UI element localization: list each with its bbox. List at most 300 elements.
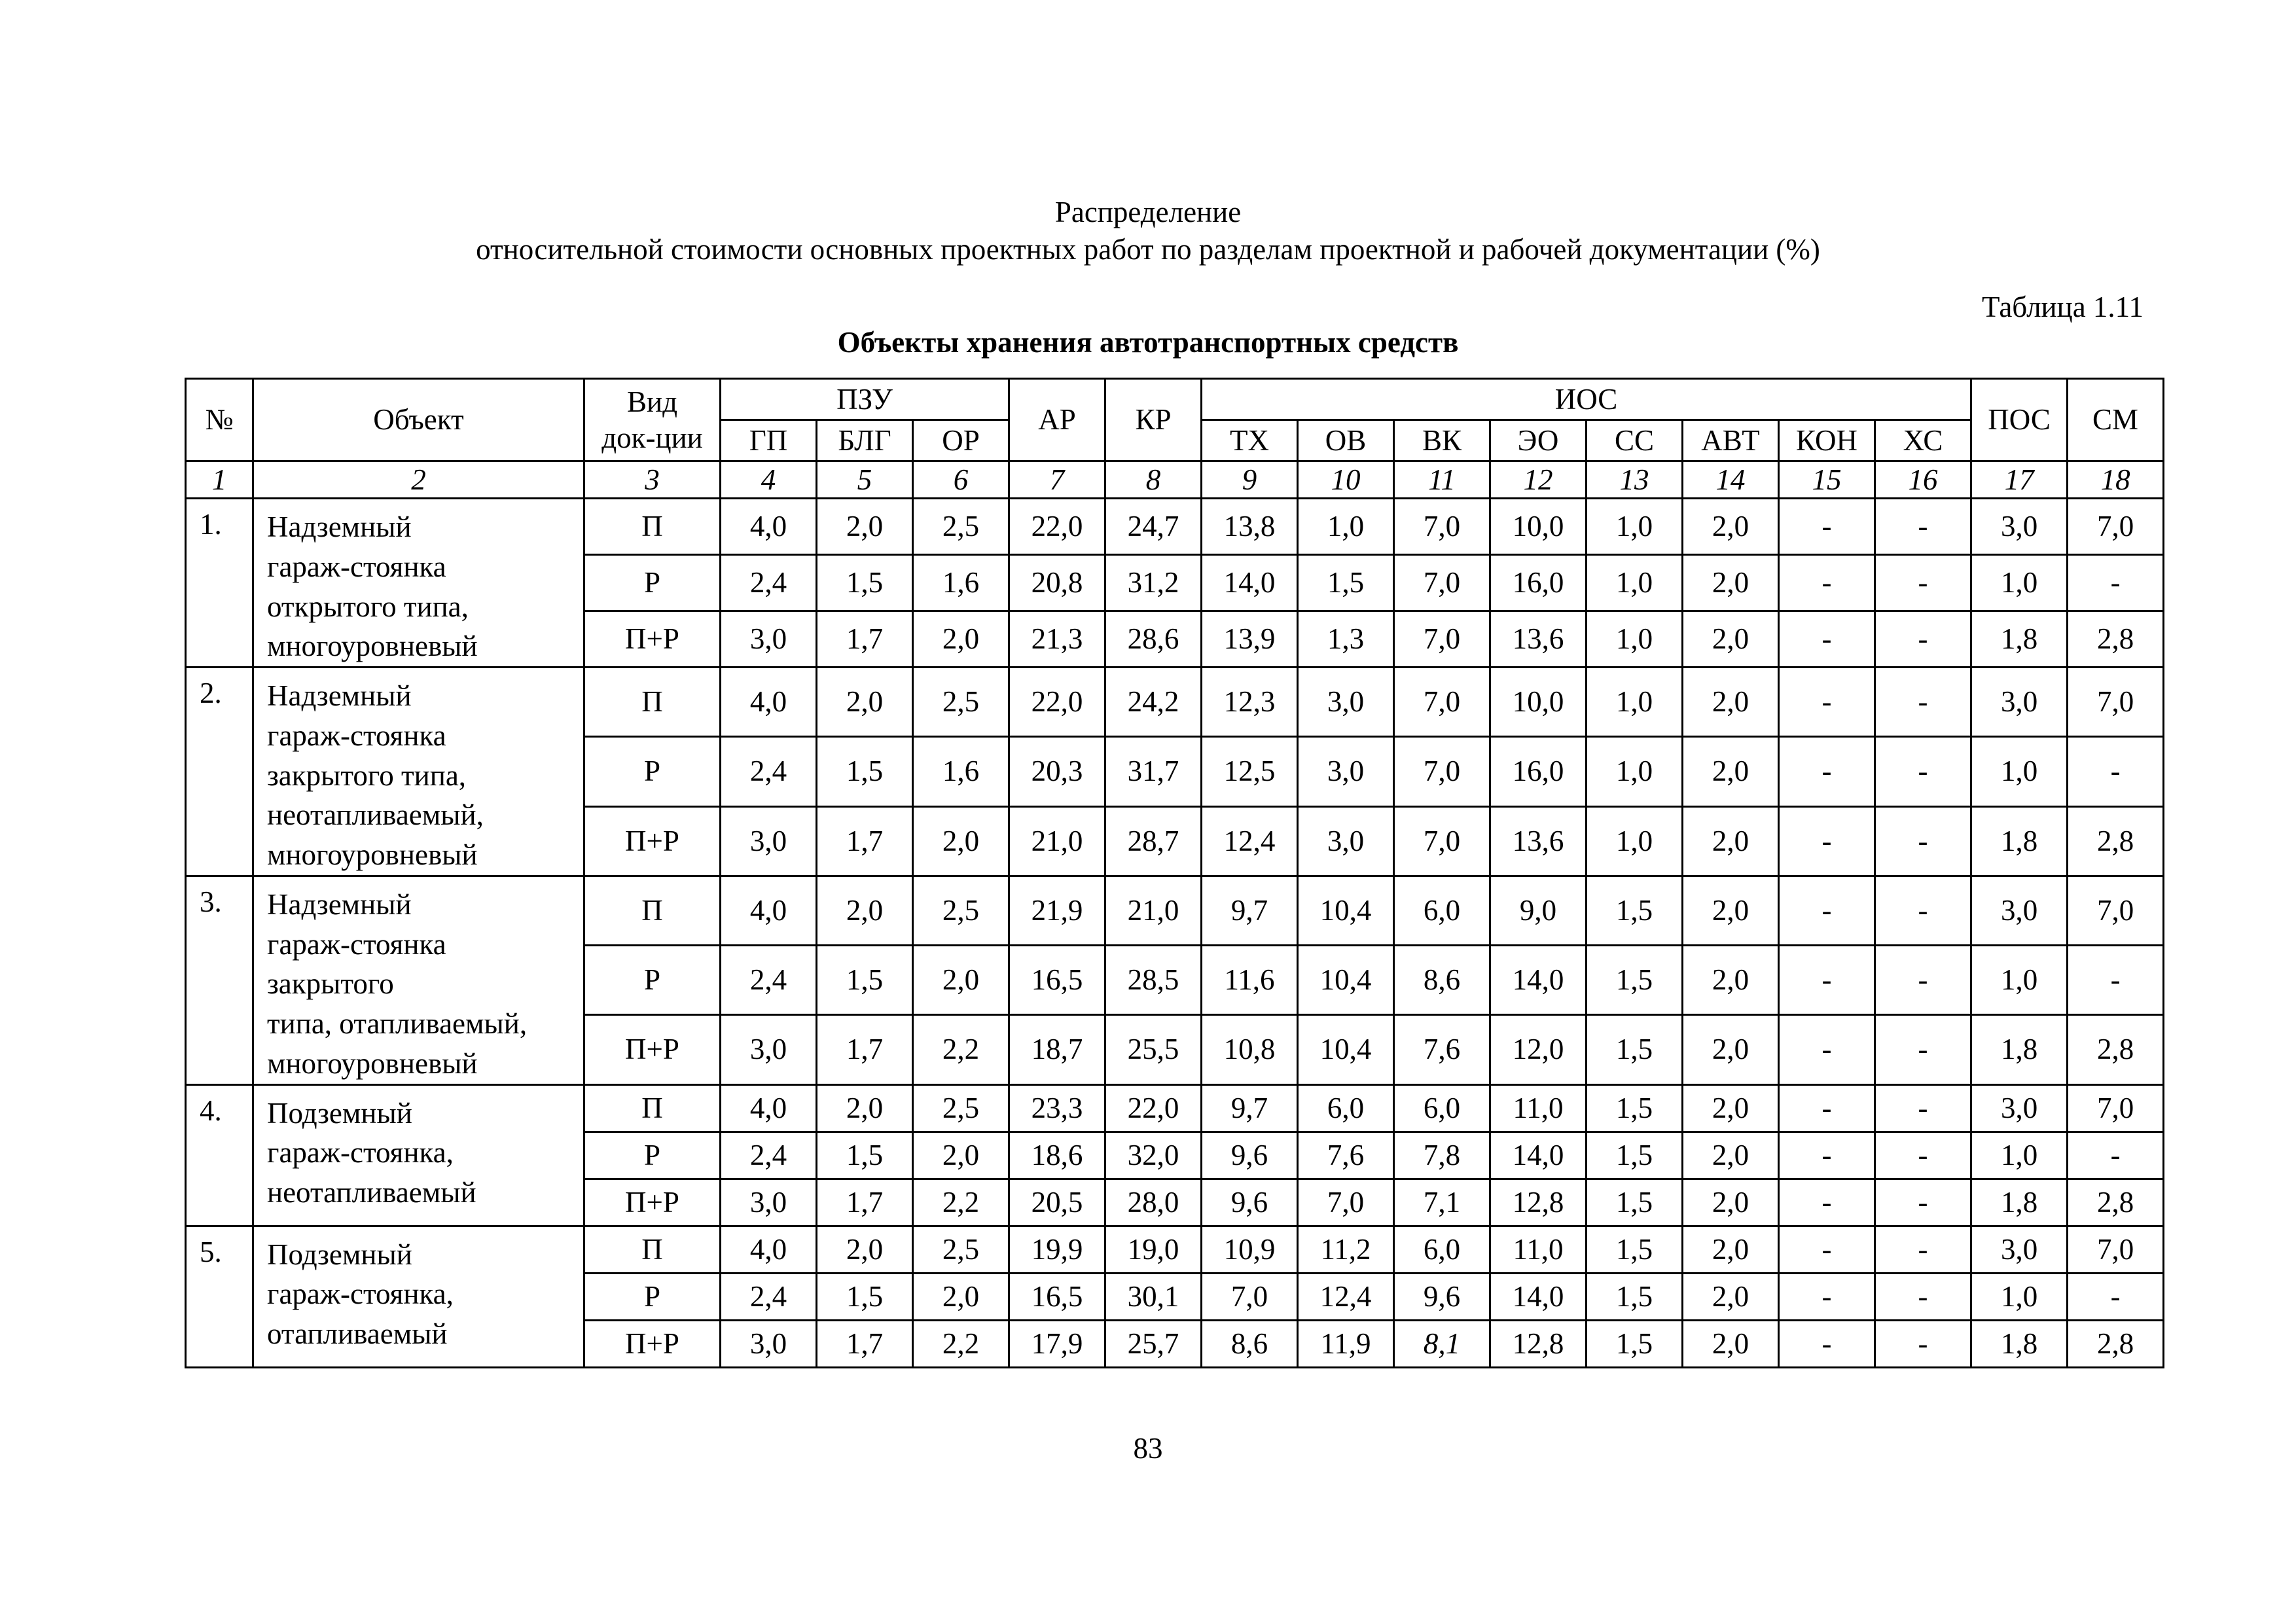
value-cell: 23,3 bbox=[1009, 1084, 1105, 1132]
value-cell: 17,9 bbox=[1009, 1320, 1105, 1367]
value-cell: 7,0 bbox=[1394, 737, 1490, 806]
value-cell: 9,6 bbox=[1202, 1179, 1298, 1226]
value-cell: - bbox=[1779, 1015, 1875, 1084]
value-cell: 3,0 bbox=[721, 1320, 817, 1367]
value-cell: 12,5 bbox=[1202, 737, 1298, 806]
value-cell: - bbox=[1875, 1015, 1971, 1084]
header-pzu-sub: БЛГ bbox=[817, 420, 913, 461]
value-cell: - bbox=[1875, 946, 1971, 1015]
value-cell: 2,5 bbox=[913, 668, 1009, 737]
value-cell: 2,0 bbox=[1683, 876, 1779, 945]
value-cell: 10,4 bbox=[1298, 946, 1394, 1015]
table-title: Объекты хранения автотранспортных средств bbox=[837, 326, 1459, 359]
value-cell: 3,0 bbox=[721, 611, 817, 668]
value-cell: 2,0 bbox=[1683, 1226, 1779, 1273]
value-cell: 2,2 bbox=[913, 1320, 1009, 1367]
value-cell: 7,1 bbox=[1394, 1179, 1490, 1226]
value-cell: 2,0 bbox=[817, 668, 913, 737]
value-cell: 14,0 bbox=[1490, 1132, 1587, 1179]
value-cell: 1,5 bbox=[1587, 1132, 1683, 1179]
value-cell: 9,6 bbox=[1202, 1132, 1298, 1179]
value-cell: - bbox=[1875, 668, 1971, 737]
value-cell: 9,0 bbox=[1490, 876, 1587, 945]
value-cell: 11,9 bbox=[1298, 1320, 1394, 1367]
value-cell: 10,0 bbox=[1490, 668, 1587, 737]
header-kr: КР bbox=[1105, 379, 1202, 461]
value-cell: 6,0 bbox=[1394, 1084, 1490, 1132]
value-cell: 3,0 bbox=[1971, 1084, 2068, 1132]
value-cell: 2,8 bbox=[2068, 1320, 2164, 1367]
value-cell: 1,5 bbox=[817, 1273, 913, 1320]
value-cell: 3,0 bbox=[721, 1179, 817, 1226]
value-cell: 31,7 bbox=[1105, 737, 1202, 806]
value-cell: - bbox=[1779, 1084, 1875, 1132]
value-cell: 7,6 bbox=[1298, 1132, 1394, 1179]
value-cell: 7,0 bbox=[2068, 876, 2164, 945]
doc-type-cell: Р bbox=[584, 946, 721, 1015]
value-cell: 7,0 bbox=[2068, 499, 2164, 555]
value-cell: 7,0 bbox=[1202, 1273, 1298, 1320]
column-number: 2 bbox=[253, 461, 584, 499]
value-cell: 2,0 bbox=[1683, 611, 1779, 668]
value-cell: 1,0 bbox=[1587, 668, 1683, 737]
value-cell: 1,7 bbox=[817, 1179, 913, 1226]
value-cell: 2,0 bbox=[1683, 806, 1779, 876]
object-name: Надземный гараж-стоянка открытого типа, многоуровневый bbox=[253, 499, 584, 668]
value-cell: 22,0 bbox=[1009, 499, 1105, 555]
header-row-1 bbox=[186, 379, 2164, 420]
value-cell: 16,5 bbox=[1009, 946, 1105, 1015]
value-cell: 1,6 bbox=[913, 737, 1009, 806]
heading-line-1: Распределение bbox=[1054, 196, 1242, 228]
doc-type-cell: П bbox=[584, 499, 721, 555]
column-number: 5 bbox=[817, 461, 913, 499]
value-cell: 7,0 bbox=[1394, 611, 1490, 668]
value-cell: - bbox=[1875, 555, 1971, 611]
value-cell: - bbox=[1779, 806, 1875, 876]
value-cell: - bbox=[1875, 737, 1971, 806]
doc-type-cell: П bbox=[584, 1084, 721, 1132]
value-cell: 1,8 bbox=[1971, 611, 2068, 668]
value-cell: - bbox=[1875, 499, 1971, 555]
value-cell: 7,0 bbox=[1394, 555, 1490, 611]
value-cell: 9,7 bbox=[1202, 1084, 1298, 1132]
table-row bbox=[186, 1226, 2164, 1273]
value-cell: 9,6 bbox=[1394, 1273, 1490, 1320]
value-cell: 25,7 bbox=[1105, 1320, 1202, 1367]
value-cell: 7,0 bbox=[1298, 1179, 1394, 1226]
value-cell: 21,0 bbox=[1009, 806, 1105, 876]
object-name: Надземный гараж-стоянка закрытого типа, неотапливаемый, многоуровневый bbox=[253, 668, 584, 876]
value-cell: 3,0 bbox=[1298, 737, 1394, 806]
column-number: 7 bbox=[1009, 461, 1105, 499]
value-cell: - bbox=[2068, 946, 2164, 1015]
doc-type-cell: Р bbox=[584, 555, 721, 611]
value-cell: 7,0 bbox=[2068, 1084, 2164, 1132]
value-cell: 11,6 bbox=[1202, 946, 1298, 1015]
value-cell: 20,8 bbox=[1009, 555, 1105, 611]
value-cell: 1,5 bbox=[1587, 1084, 1683, 1132]
doc-type-cell: Р bbox=[584, 1132, 721, 1179]
value-cell: 2,8 bbox=[2068, 1179, 2164, 1226]
value-cell: 2,5 bbox=[913, 876, 1009, 945]
value-cell: - bbox=[1779, 1273, 1875, 1320]
column-number: 17 bbox=[1971, 461, 2068, 499]
value-cell: - bbox=[1779, 946, 1875, 1015]
header-pzu-sub: ОР bbox=[913, 420, 1009, 461]
value-cell: - bbox=[1875, 1179, 1971, 1226]
value-cell: 18,7 bbox=[1009, 1015, 1105, 1084]
column-numbers-row bbox=[186, 461, 2164, 499]
value-cell: - bbox=[1779, 1132, 1875, 1179]
value-cell: 13,6 bbox=[1490, 806, 1587, 876]
table-row bbox=[186, 499, 2164, 555]
value-cell: 13,9 bbox=[1202, 611, 1298, 668]
value-cell: 1,5 bbox=[1587, 1015, 1683, 1084]
value-cell: - bbox=[1875, 611, 1971, 668]
value-cell: 1,5 bbox=[1587, 876, 1683, 945]
value-cell: 1,0 bbox=[1971, 1273, 2068, 1320]
data-table bbox=[185, 378, 2164, 1368]
value-cell: 4,0 bbox=[721, 668, 817, 737]
value-cell: 3,0 bbox=[1971, 499, 2068, 555]
value-cell: 7,0 bbox=[2068, 1226, 2164, 1273]
value-cell: 1,0 bbox=[1298, 499, 1394, 555]
value-cell: 2,4 bbox=[721, 555, 817, 611]
value-cell: 11,0 bbox=[1490, 1226, 1587, 1273]
table-row bbox=[186, 668, 2164, 737]
value-cell: 1,5 bbox=[817, 946, 913, 1015]
header-ios-sub: АВТ bbox=[1683, 420, 1779, 461]
value-cell: 7,8 bbox=[1394, 1132, 1490, 1179]
value-cell: 14,0 bbox=[1490, 946, 1587, 1015]
header-pzu-sub: ГП bbox=[721, 420, 817, 461]
doc-type-cell: П+Р bbox=[584, 1320, 721, 1367]
doc-type-cell: Р bbox=[584, 737, 721, 806]
value-cell: 2,0 bbox=[1683, 1084, 1779, 1132]
value-cell: 2,0 bbox=[913, 1132, 1009, 1179]
value-cell: 28,0 bbox=[1105, 1179, 1202, 1226]
value-cell: 1,0 bbox=[1587, 555, 1683, 611]
column-number: 3 bbox=[584, 461, 721, 499]
column-number: 10 bbox=[1298, 461, 1394, 499]
value-cell: 22,0 bbox=[1105, 1084, 1202, 1132]
doc-type-cell: П bbox=[584, 1226, 721, 1273]
value-cell: 21,3 bbox=[1009, 611, 1105, 668]
value-cell: 19,9 bbox=[1009, 1226, 1105, 1273]
value-cell: 6,0 bbox=[1394, 876, 1490, 945]
column-number: 15 bbox=[1779, 461, 1875, 499]
header-ios-sub: ЭО bbox=[1490, 420, 1587, 461]
value-cell: 24,7 bbox=[1105, 499, 1202, 555]
value-cell: 18,6 bbox=[1009, 1132, 1105, 1179]
doc-type-cell: П+Р bbox=[584, 1015, 721, 1084]
doc-type-cell: П bbox=[584, 668, 721, 737]
value-cell: 1,7 bbox=[817, 1015, 913, 1084]
value-cell: 2,0 bbox=[913, 611, 1009, 668]
value-cell: 2,4 bbox=[721, 1273, 817, 1320]
value-cell: 3,0 bbox=[1298, 668, 1394, 737]
value-cell: 1,0 bbox=[1971, 737, 2068, 806]
value-cell: - bbox=[1875, 1320, 1971, 1367]
header-num: № bbox=[186, 379, 253, 461]
value-cell: 13,8 bbox=[1202, 499, 1298, 555]
value-cell: 10,9 bbox=[1202, 1226, 1298, 1273]
doc-type-cell: Р bbox=[584, 1273, 721, 1320]
value-cell: 2,2 bbox=[913, 1179, 1009, 1226]
value-cell: - bbox=[1875, 1084, 1971, 1132]
value-cell: 2,0 bbox=[1683, 1132, 1779, 1179]
value-cell: 19,0 bbox=[1105, 1226, 1202, 1273]
value-cell: - bbox=[1779, 499, 1875, 555]
value-cell: 1,5 bbox=[1587, 1179, 1683, 1226]
value-cell: 25,5 bbox=[1105, 1015, 1202, 1084]
value-cell: 2,0 bbox=[1683, 1273, 1779, 1320]
value-cell: 12,8 bbox=[1490, 1320, 1587, 1367]
value-cell: 1,5 bbox=[817, 1132, 913, 1179]
value-cell: 4,0 bbox=[721, 876, 817, 945]
table-label: Таблица 1.11 bbox=[1981, 291, 2144, 323]
value-cell: - bbox=[2068, 1273, 2164, 1320]
value-cell: - bbox=[1779, 876, 1875, 945]
value-cell: 12,3 bbox=[1202, 668, 1298, 737]
value-cell: 1,0 bbox=[1587, 499, 1683, 555]
column-number: 18 bbox=[2068, 461, 2164, 499]
value-cell: 2,0 bbox=[913, 806, 1009, 876]
value-cell: 3,0 bbox=[721, 1015, 817, 1084]
value-cell: 1,0 bbox=[1587, 611, 1683, 668]
value-cell: 2,8 bbox=[2068, 806, 2164, 876]
value-cell: 2,2 bbox=[913, 1015, 1009, 1084]
header-object: Объект bbox=[253, 379, 584, 461]
value-cell: 2,0 bbox=[817, 499, 913, 555]
column-number: 9 bbox=[1202, 461, 1298, 499]
doc-type-cell: П+Р bbox=[584, 1179, 721, 1226]
value-cell: 28,6 bbox=[1105, 611, 1202, 668]
value-cell: - bbox=[1875, 1132, 1971, 1179]
value-cell: 10,8 bbox=[1202, 1015, 1298, 1084]
value-cell: - bbox=[1779, 1226, 1875, 1273]
value-cell: 3,0 bbox=[1971, 1226, 2068, 1273]
value-cell: 4,0 bbox=[721, 1084, 817, 1132]
value-cell: 2,0 bbox=[913, 946, 1009, 1015]
header-ios-sub: ОВ bbox=[1298, 420, 1394, 461]
object-name: Надземный гараж-стоянка закрытого типа, отапливаемый, многоуровневый bbox=[253, 876, 584, 1084]
header-ios-sub: ВК bbox=[1394, 420, 1490, 461]
column-number: 12 bbox=[1490, 461, 1587, 499]
heading-line-2: относительной стоимости основных проектных работ по разделам проектной и рабочей документации (%) bbox=[476, 233, 1820, 266]
column-number: 13 bbox=[1587, 461, 1683, 499]
header-pzu: ПЗУ bbox=[721, 379, 1009, 420]
header-ios-sub: ТХ bbox=[1202, 420, 1298, 461]
value-cell: 2,5 bbox=[913, 499, 1009, 555]
value-cell: 9,7 bbox=[1202, 876, 1298, 945]
value-cell: 2,0 bbox=[817, 876, 913, 945]
value-cell: 16,5 bbox=[1009, 1273, 1105, 1320]
value-cell: 1,5 bbox=[817, 555, 913, 611]
value-cell: - bbox=[2068, 737, 2164, 806]
value-cell: 28,5 bbox=[1105, 946, 1202, 1015]
table-row bbox=[186, 1084, 2164, 1132]
header-sm: СМ bbox=[2068, 379, 2164, 461]
value-cell: 20,5 bbox=[1009, 1179, 1105, 1226]
value-cell: 6,0 bbox=[1298, 1084, 1394, 1132]
value-cell: 13,6 bbox=[1490, 611, 1587, 668]
value-cell: 21,9 bbox=[1009, 876, 1105, 945]
value-cell: 32,0 bbox=[1105, 1132, 1202, 1179]
value-cell: 3,0 bbox=[1298, 806, 1394, 876]
value-cell: 2,0 bbox=[1683, 946, 1779, 1015]
object-number: 1. bbox=[186, 499, 253, 668]
value-cell: 1,5 bbox=[1587, 1226, 1683, 1273]
value-cell: 1,5 bbox=[1298, 555, 1394, 611]
value-cell: 1,3 bbox=[1298, 611, 1394, 668]
header-ios-sub: ХС bbox=[1875, 420, 1971, 461]
value-cell: 1,0 bbox=[1587, 737, 1683, 806]
value-cell: 1,0 bbox=[1971, 1132, 2068, 1179]
value-cell: 2,0 bbox=[1683, 668, 1779, 737]
value-cell: 2,8 bbox=[2068, 611, 2164, 668]
value-cell: 2,0 bbox=[1683, 1015, 1779, 1084]
value-cell: 24,2 bbox=[1105, 668, 1202, 737]
value-cell: 8,6 bbox=[1202, 1320, 1298, 1367]
value-cell: 21,0 bbox=[1105, 876, 1202, 945]
value-cell: 8,6 bbox=[1394, 946, 1490, 1015]
value-cell: 3,0 bbox=[1971, 668, 2068, 737]
header-pos: ПОС bbox=[1971, 379, 2068, 461]
value-cell: 1,7 bbox=[817, 1320, 913, 1367]
doc-type-cell: П bbox=[584, 876, 721, 945]
value-cell: - bbox=[1779, 1320, 1875, 1367]
value-cell: 1,0 bbox=[1587, 806, 1683, 876]
header-ar: АР bbox=[1009, 379, 1105, 461]
value-cell: 2,0 bbox=[1683, 737, 1779, 806]
value-cell: 14,0 bbox=[1490, 1273, 1587, 1320]
value-cell: 7,0 bbox=[1394, 499, 1490, 555]
value-cell: 4,0 bbox=[721, 499, 817, 555]
value-cell: 3,0 bbox=[1971, 876, 2068, 945]
value-cell: 12,8 bbox=[1490, 1179, 1587, 1226]
value-cell: - bbox=[1779, 555, 1875, 611]
value-cell: 1,7 bbox=[817, 806, 913, 876]
value-cell: 11,0 bbox=[1490, 1084, 1587, 1132]
header-ios: ИОС bbox=[1202, 379, 1971, 420]
value-cell: 10,4 bbox=[1298, 1015, 1394, 1084]
value-cell: 10,0 bbox=[1490, 499, 1587, 555]
value-cell: - bbox=[1875, 876, 1971, 945]
value-cell: 11,2 bbox=[1298, 1226, 1394, 1273]
value-cell: - bbox=[1875, 1226, 1971, 1273]
value-cell: 2,5 bbox=[913, 1226, 1009, 1273]
value-cell: 7,0 bbox=[1394, 806, 1490, 876]
value-cell: 2,0 bbox=[1683, 555, 1779, 611]
value-cell: 16,0 bbox=[1490, 737, 1587, 806]
object-number: 4. bbox=[186, 1084, 253, 1226]
value-cell: 3,0 bbox=[721, 806, 817, 876]
value-cell: 2,0 bbox=[1683, 499, 1779, 555]
value-cell: 2,4 bbox=[721, 1132, 817, 1179]
column-number: 4 bbox=[721, 461, 817, 499]
value-cell: 1,8 bbox=[1971, 1179, 2068, 1226]
value-cell: 1,6 bbox=[913, 555, 1009, 611]
value-cell: - bbox=[1779, 1179, 1875, 1226]
value-cell: - bbox=[2068, 555, 2164, 611]
value-cell: 1,5 bbox=[1587, 1320, 1683, 1367]
column-number: 16 bbox=[1875, 461, 1971, 499]
doc-type-cell: П+Р bbox=[584, 806, 721, 876]
value-cell: 2,5 bbox=[913, 1084, 1009, 1132]
value-cell: 2,0 bbox=[1683, 1320, 1779, 1367]
value-cell: 12,0 bbox=[1490, 1015, 1587, 1084]
object-name: Подземный гараж-стоянка, неотапливаемый bbox=[253, 1084, 584, 1226]
header-ios-sub: СС bbox=[1587, 420, 1683, 461]
value-cell: 16,0 bbox=[1490, 555, 1587, 611]
value-cell: - bbox=[1875, 806, 1971, 876]
header-ios-sub: КОН bbox=[1779, 420, 1875, 461]
object-number: 2. bbox=[186, 668, 253, 876]
object-number: 5. bbox=[186, 1226, 253, 1367]
value-cell: 2,8 bbox=[2068, 1015, 2164, 1084]
value-cell: 7,6 bbox=[1394, 1015, 1490, 1084]
value-cell: 2,4 bbox=[721, 946, 817, 1015]
value-cell: 31,2 bbox=[1105, 555, 1202, 611]
value-cell: 1,8 bbox=[1971, 806, 2068, 876]
value-cell: 2,0 bbox=[817, 1084, 913, 1132]
table-body bbox=[186, 499, 2164, 1368]
value-cell: 6,0 bbox=[1394, 1226, 1490, 1273]
object-number: 3. bbox=[186, 876, 253, 1084]
value-cell: 30,1 bbox=[1105, 1273, 1202, 1320]
value-cell: 1,0 bbox=[1971, 555, 2068, 611]
column-number: 11 bbox=[1394, 461, 1490, 499]
value-cell: 22,0 bbox=[1009, 668, 1105, 737]
value-cell: 2,0 bbox=[817, 1226, 913, 1273]
value-cell: - bbox=[1875, 1273, 1971, 1320]
value-cell: 7,0 bbox=[2068, 668, 2164, 737]
value-cell: 2,0 bbox=[913, 1273, 1009, 1320]
value-cell: 4,0 bbox=[721, 1226, 817, 1273]
value-cell: 1,8 bbox=[1971, 1320, 2068, 1367]
value-cell: 7,0 bbox=[1394, 668, 1490, 737]
value-cell: 1,0 bbox=[1971, 946, 2068, 1015]
column-number: 1 bbox=[186, 461, 253, 499]
value-cell: 1,5 bbox=[817, 737, 913, 806]
value-cell: 2,0 bbox=[1683, 1179, 1779, 1226]
table-row bbox=[186, 876, 2164, 945]
value-cell: 8,1 bbox=[1394, 1320, 1490, 1367]
object-name: Подземный гараж-стоянка, отапливаемый bbox=[253, 1226, 584, 1367]
value-cell: 2,4 bbox=[721, 737, 817, 806]
doc-type-cell: П+Р bbox=[584, 611, 721, 668]
value-cell: 28,7 bbox=[1105, 806, 1202, 876]
column-number: 14 bbox=[1683, 461, 1779, 499]
value-cell: 14,0 bbox=[1202, 555, 1298, 611]
column-number: 6 bbox=[913, 461, 1009, 499]
column-number: 8 bbox=[1105, 461, 1202, 499]
value-cell: 1,5 bbox=[1587, 1273, 1683, 1320]
value-cell: 12,4 bbox=[1298, 1273, 1394, 1320]
value-cell: 10,4 bbox=[1298, 876, 1394, 945]
value-cell: 1,8 bbox=[1971, 1015, 2068, 1084]
value-cell: 1,7 bbox=[817, 611, 913, 668]
value-cell: - bbox=[1779, 668, 1875, 737]
value-cell: - bbox=[1779, 737, 1875, 806]
header-doc-type: Вид док-ции bbox=[584, 379, 721, 461]
value-cell: - bbox=[1779, 611, 1875, 668]
value-cell: 1,5 bbox=[1587, 946, 1683, 1015]
page-number: 83 bbox=[1133, 1432, 1163, 1465]
value-cell: 20,3 bbox=[1009, 737, 1105, 806]
